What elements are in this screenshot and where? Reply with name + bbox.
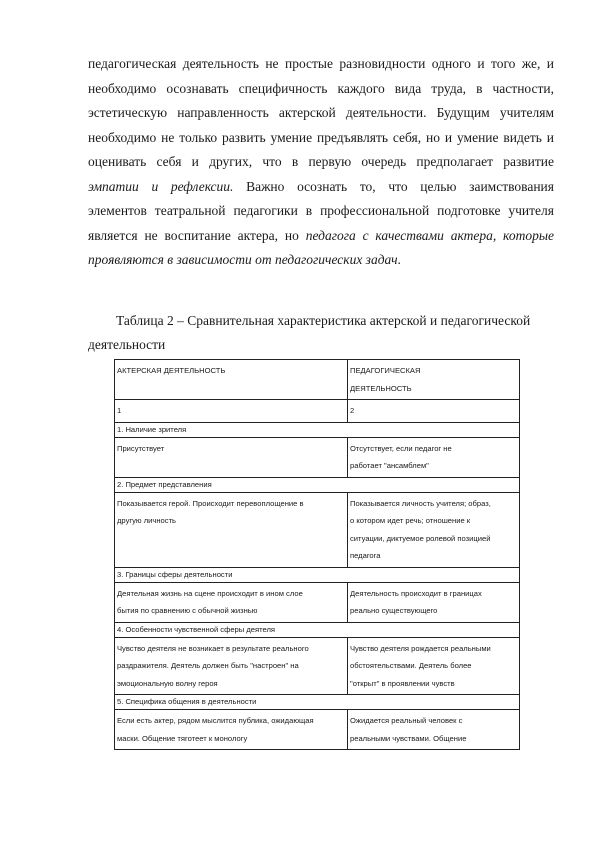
paragraph-text: является не воспитание актера, но bbox=[88, 227, 306, 243]
emphasis-text: педагога с качествами актера, которые bbox=[305, 227, 554, 243]
section-row bbox=[115, 622, 520, 637]
cell-line: другую личность bbox=[117, 516, 177, 525]
paragraph-text: Важно осознать то, что целью заимствования bbox=[233, 178, 554, 194]
paragraph-line bbox=[88, 248, 554, 273]
section-title: 1. Наличие зрителя bbox=[115, 422, 520, 437]
section-title: 2. Предмет представления bbox=[115, 477, 520, 492]
caption-line: Таблица 2 – Сравнительная характеристика актерской и педагогической bbox=[116, 313, 531, 328]
table-cell bbox=[115, 492, 348, 567]
table-cell bbox=[115, 437, 348, 477]
table-caption bbox=[88, 309, 554, 357]
paragraph-line bbox=[88, 224, 554, 249]
cell-line: маски. Общение тяготеет к монологу bbox=[117, 733, 248, 743]
cell-line: Показывается герой. Происходит перевоплощение в bbox=[117, 498, 304, 508]
table-cell bbox=[115, 400, 348, 423]
paragraph-line: оценивать себя и других, что в первую очередь предполагает развитие bbox=[88, 154, 554, 169]
table-cell bbox=[348, 710, 520, 750]
cell-line: реально существующего bbox=[350, 606, 438, 615]
header-cell-teaching bbox=[348, 360, 520, 400]
cell-line: Показывается личность учителя; образ, bbox=[350, 498, 491, 508]
cell-line: "открыт" в проявлении чувств bbox=[350, 678, 455, 688]
cell-line: ДЕЯТЕЛЬНОСТЬ bbox=[350, 383, 412, 393]
emphasis-text: эмпатии и рефлексии. bbox=[88, 178, 234, 194]
table-header-row bbox=[115, 360, 520, 400]
cell-line: 2 bbox=[350, 406, 355, 415]
cell-line: обстоятельствами. Деятель более bbox=[350, 661, 472, 670]
cell-line: Деятельная жизнь на сцене происходит в ином слое bbox=[117, 588, 303, 598]
caption-line: деятельности bbox=[88, 337, 166, 352]
cell-line: 1 bbox=[117, 406, 122, 415]
cell-line: о котором идет речь; отношение к bbox=[350, 516, 471, 525]
table-cell bbox=[348, 582, 520, 622]
table-cell bbox=[115, 710, 348, 750]
cell-line: раздражителя. Деятель должен быть "настроен" на bbox=[117, 661, 299, 670]
cell-line: реальными чувствами. Общение bbox=[350, 733, 467, 743]
section-title: 5. Специфика общения в деятельности bbox=[115, 695, 520, 710]
table-cell bbox=[115, 582, 348, 622]
paragraph-line: необходимо осознавать специфичность каждого вида труда, в частности, bbox=[88, 80, 554, 96]
section-row bbox=[115, 422, 520, 437]
section-title: 3. Границы сферы деятельности bbox=[115, 567, 520, 582]
cell-line: педагога bbox=[350, 551, 381, 560]
cell-line: бытия по сравнению с обычной жизнью bbox=[117, 606, 258, 615]
cell-line: работает "ансамблем" bbox=[350, 461, 429, 470]
header-cell-acting bbox=[115, 360, 348, 400]
table-cell bbox=[348, 492, 520, 567]
table-row bbox=[115, 582, 520, 622]
cell-line: Деятельность происходит в границах bbox=[350, 588, 482, 598]
cell-line: Присутствует bbox=[117, 443, 165, 453]
paragraph-line: педагогическая деятельность не простые разновидности одного и того же, и bbox=[88, 56, 554, 71]
table-cell bbox=[115, 637, 348, 695]
paragraph-line bbox=[88, 175, 554, 200]
table-row bbox=[115, 492, 520, 567]
cell-line: ПЕДАГОГИЧЕСКАЯ bbox=[350, 366, 421, 375]
cell-line: эмоциональную волну героя bbox=[117, 678, 218, 688]
table-cell bbox=[348, 637, 520, 695]
paragraph-text: . bbox=[397, 252, 401, 267]
section-row bbox=[115, 695, 520, 710]
cell-line: ситуации, диктуемое ролевой позицией bbox=[350, 533, 491, 543]
table-row bbox=[115, 710, 520, 750]
cell-line: АКТЕРСКАЯ ДЕЯТЕЛЬНОСТЬ bbox=[117, 366, 226, 375]
cell-line: Отсутствует, если педагог не bbox=[350, 443, 452, 453]
cell-line: Чувство деятеля рождается реальными bbox=[350, 643, 491, 653]
section-title: 4. Особенности чувственной сферы деятеля bbox=[115, 622, 520, 637]
table-cell bbox=[348, 437, 520, 477]
table-row bbox=[115, 637, 520, 695]
table-number-row bbox=[115, 400, 520, 423]
paragraph-line: необходимо не только развить умение предъявлять себя, но и умение видеть и bbox=[88, 129, 554, 145]
cell-line: Если есть актер, рядом мыслится публика, ожидающая bbox=[117, 716, 314, 725]
body-paragraph bbox=[88, 52, 554, 273]
section-row bbox=[115, 477, 520, 492]
section-row bbox=[115, 567, 520, 582]
cell-line: Ожидается реальный человек с bbox=[350, 716, 463, 725]
emphasis-text: проявляются в зависимости от педагогических задач bbox=[88, 252, 398, 267]
paragraph-line: элементов театральной педагогики в профессиональной подготовке учителя bbox=[88, 203, 554, 218]
paragraph-line: эстетическую направленность актерской деятельности. Будущим учителям bbox=[88, 105, 554, 120]
comparison-table bbox=[114, 359, 520, 750]
table-cell bbox=[348, 400, 520, 423]
cell-line: Чувство деятеля не возникает в результате реального bbox=[117, 643, 309, 653]
table-row bbox=[115, 437, 520, 477]
